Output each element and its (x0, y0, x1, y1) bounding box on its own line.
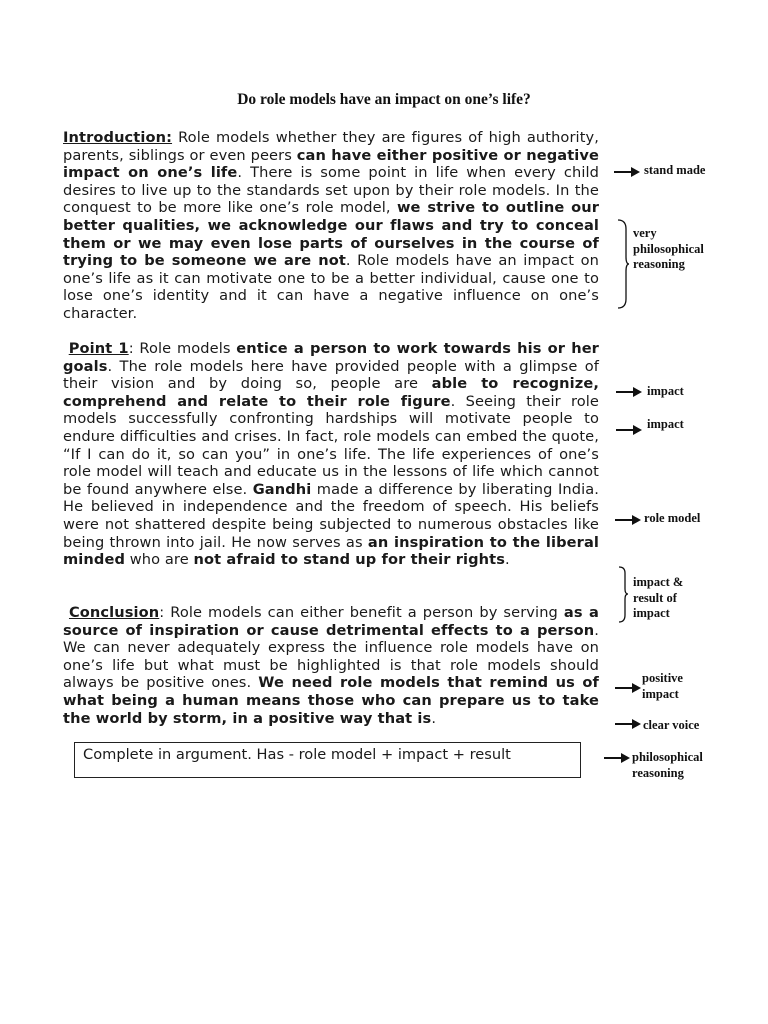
point1-paragraph (63, 340, 599, 569)
bold-run: we strive to outline our better qualities, we acknowledge our flaws and try to conceal them or we may even lose parts of ourselves in the course of trying to be someone we are not (63, 199, 599, 270)
introduction-label: Introduction: (63, 129, 173, 146)
note-philosophical-reasoning (632, 750, 703, 781)
bold-run: entice a person to work towards his or her goals (63, 340, 599, 375)
text-run: : Role models can either benefit a person by serving (159, 604, 564, 621)
note-line: result of (633, 590, 677, 605)
note-line: reasoning (632, 765, 684, 780)
arrow-right-icon (603, 752, 631, 764)
note-impact: impact (647, 384, 684, 398)
bold-run: an inspiration to the liberal minded (63, 533, 599, 569)
bold-run: can have either positive or negative impact on one’s life (63, 146, 599, 182)
essay-title: Do role models have an impact on one’s life? (237, 91, 531, 108)
bold-run: not afraid to stand up for their rights (193, 551, 506, 569)
arrow-right-icon (615, 386, 643, 398)
note-line: very (633, 226, 657, 240)
text-run: . (431, 709, 437, 727)
note-line: impact (633, 606, 670, 620)
text-run: . Role models have an impact on one’s life as it can motivate one to be a better individual, cause one to lose one’s identity and it can have a negative influence on one’s character. (63, 252, 599, 322)
note-line: impact (642, 686, 679, 701)
note-impact: impact (647, 417, 684, 431)
note-clear-voice: clear voice (643, 718, 700, 732)
note-line: reasoning (633, 257, 685, 271)
text-run: . We can never adequately express the influence role models have on one’s life but what must be highlighted is that role models should always be positive ones. (63, 621, 599, 692)
summary-box: Complete in argument. Has - role model + impact + result (74, 742, 581, 778)
note-very-philosophical (633, 226, 704, 273)
curly-brace-icon (616, 219, 630, 309)
note-line: positive (642, 671, 683, 685)
text-run: . There is some point in life when every child desires to live up to the standards set upon by their role models. In the conquest to be more like one’s role model, (63, 164, 599, 217)
conclusion-paragraph (63, 604, 599, 727)
text-run: . Seeing their role models successfully confronting hardships will motivate people to endure difficulties and crises. In fact, role models can embed the quote, “If I can do it, so can you” in one’s life. The life experiences of one’s role model will teach and educate us in the lessons of life which cannot be found anywhere else. (63, 392, 599, 498)
note-line: philosophical (632, 750, 703, 764)
text-run: . (505, 551, 510, 569)
arrow-right-icon (613, 166, 641, 178)
bold-run: as a source of inspiration or cause detrimental effects to a person (63, 604, 599, 639)
note-role-model: role model (644, 511, 701, 525)
note-stand-made: stand made (644, 163, 706, 177)
bold-run: Gandhi (252, 480, 312, 498)
curly-brace-icon (617, 566, 629, 623)
arrow-right-icon (614, 718, 642, 730)
note-impact-result (633, 575, 683, 622)
text-run: Role models whether they are figures of high authority, parents, siblings or even peers (63, 129, 599, 164)
text-run: made a difference by liberating India. He believed in independence and the freedom of speech. His beliefs were not shattered despite being subjected to numerous obstacles like being thrown into jail. He now serves as (63, 480, 599, 551)
arrow-right-icon (614, 514, 642, 526)
arrow-right-icon (614, 682, 642, 694)
note-line: philosophical (633, 241, 704, 256)
arrow-right-icon (615, 424, 643, 436)
bold-run: We need role models that remind us of what being a human means those who can prepare us to take the world by storm, in a positive way that is (63, 674, 599, 727)
introduction-paragraph (63, 129, 599, 323)
text-run: : Role models (128, 340, 237, 357)
point1-label: Point 1 (68, 340, 129, 357)
bold-run: able to recognize, comprehend and relate to their role figure (63, 375, 599, 410)
note-line: impact & (633, 575, 684, 589)
text-run: who are (125, 551, 194, 569)
note-positive-impact (642, 671, 683, 702)
text-run: . The role models here have provided people with a glimpse of their vision and by doing so, people are (63, 357, 599, 393)
conclusion-label: Conclusion (68, 604, 160, 621)
